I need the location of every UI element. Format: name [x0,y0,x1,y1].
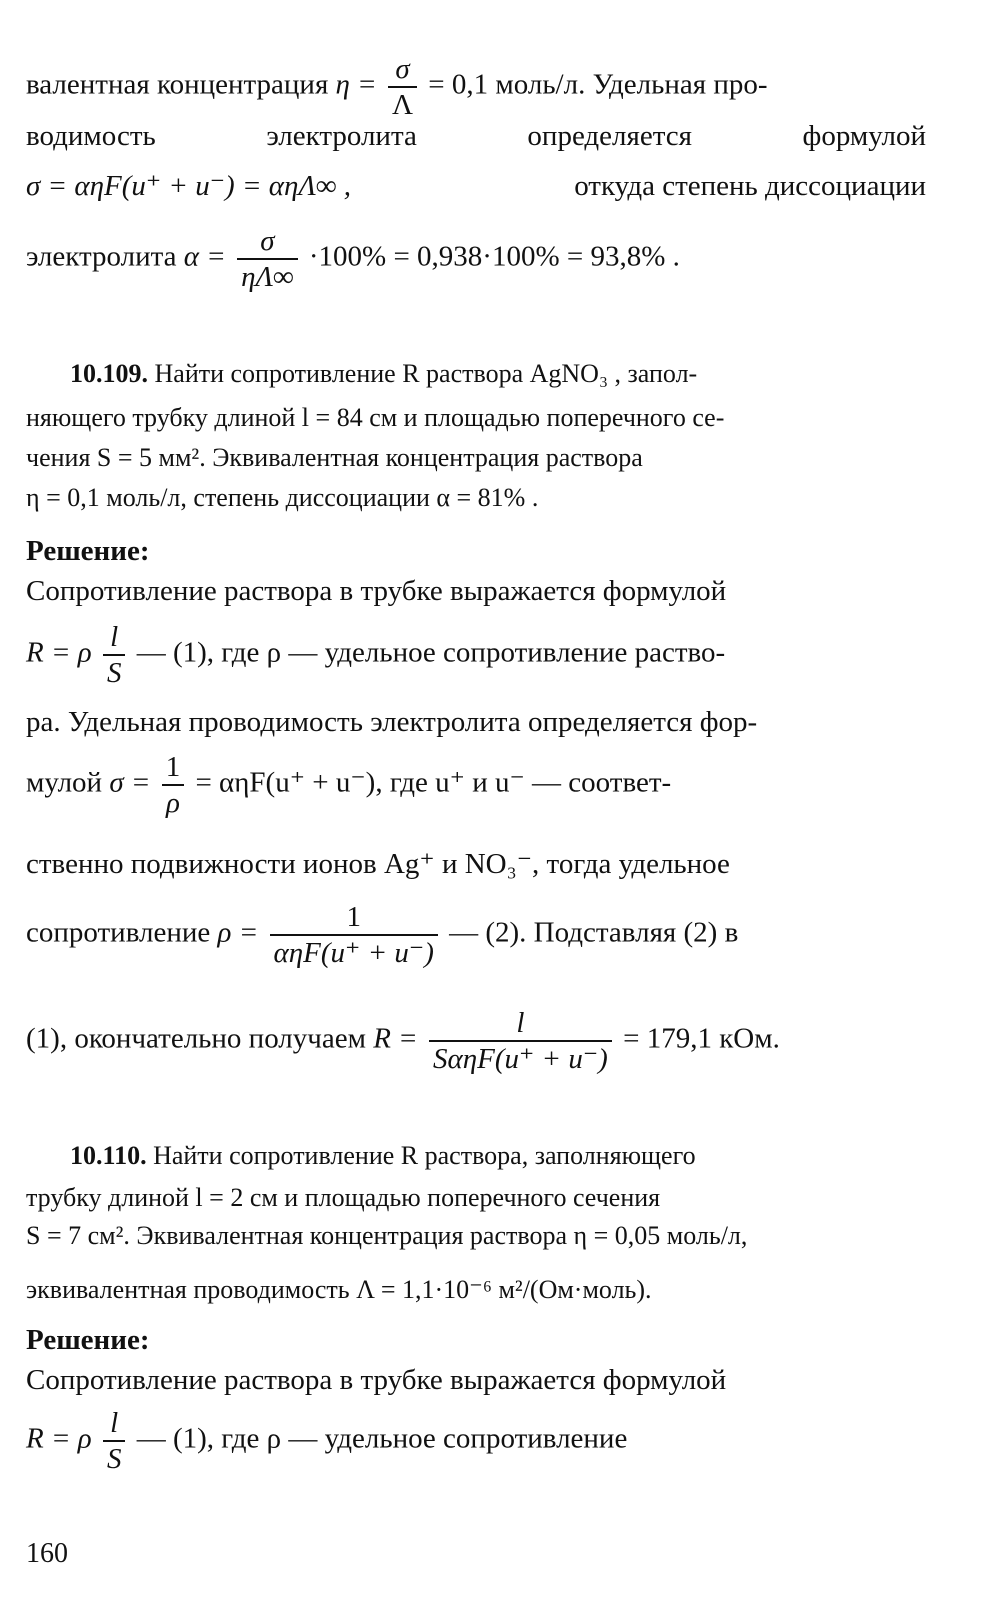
fraction-numerator: l [110,1407,119,1439]
formula-lhs: R = ρ [26,636,92,669]
text: ·100% = 0,938·100% = 93,8% . [308,240,680,273]
top-line-1 [26,54,926,120]
problem-109-line-3: чения S = 5 мм². Эквивалентная концентрация раствора [26,443,643,472]
formula-sigma: σ = αηF(u⁺ + u⁻) = αηΛ∞ , [26,170,352,202]
page-number: 160 [26,1538,68,1569]
text: Найти сопротивление R раствора AgNO₃ , запол- [154,359,698,388]
problem-110-line-2: трубку длиной l = 2 см и площадью поперечного сечения [26,1183,661,1212]
fraction-denominator: ρ [162,784,184,818]
text: сопротивление [26,916,211,949]
text: — (1), где ρ — удельное сопротивление [136,1422,628,1455]
fraction-numerator: 1 [165,751,181,783]
text: откуда степень диссоциации [574,170,926,202]
fraction-numerator: l [516,1007,525,1039]
text: валентная концентрация [26,68,329,101]
fraction-l-s [103,1408,126,1474]
problem-109-line-4: η = 0,1 моль/л, степень диссоциации α = 81% . [26,483,539,512]
problem-number: 10.109. [70,359,148,388]
solution-line-1: Сопротивление раствора в трубке выражается формулой [26,1364,727,1396]
fraction-numerator: l [110,621,119,653]
word: электролита [266,120,417,152]
word: определяется [527,120,692,152]
fraction-rho [270,902,438,968]
fraction-1-rho [162,752,185,818]
solution-header: Решение: [26,1324,150,1356]
fraction-sigma-lambda [388,54,417,120]
problem-110-line-3: S = 7 см². Эквивалентная концентрация раствора η = 0,05 моль/л, [26,1221,748,1250]
r-eq: R = [373,1022,418,1055]
solution-line-3: ра. Удельная проводимость электролита определяется фор- [26,706,758,738]
word: формулой [802,120,926,152]
top-line-4 [26,226,926,292]
text: мулой [26,766,103,799]
text: = 0,1 моль/л. Удельная про- [428,68,768,101]
fraction-sigma-eta-lambda [237,226,298,292]
solution-line-4 [26,752,926,818]
problem-109-line-1 [70,356,926,392]
solution-header: Решение: [26,535,150,567]
fraction-denominator: S [103,654,126,688]
eta-eq: η = [335,68,377,101]
solution-line-2 [26,1408,926,1474]
solution-line-7 [26,1008,926,1074]
solution-line-5: ственно подвижности ионов Ag⁺ и NO₃⁻, тогда удельное [26,848,730,880]
fraction-denominator: αηF(u⁺ + u⁻) [270,934,438,968]
text: электролита [26,240,177,273]
fraction-final [429,1008,612,1074]
text: — (1), где ρ — удельное сопротивление раство- [136,636,726,669]
text: Найти сопротивление R раствора, заполняющего [153,1141,696,1170]
fraction-denominator: S [103,1440,126,1474]
sigma-eq: σ = [109,766,151,799]
word: водимость [26,120,156,152]
problem-number: 10.110. [70,1141,147,1170]
fraction-numerator: σ [395,53,410,85]
formula-lhs: R = ρ [26,1422,92,1455]
solution-line-1: Сопротивление раствора в трубке выражается формулой [26,575,727,607]
solution-line-2 [26,622,926,688]
fraction-denominator: SαηF(u⁺ + u⁻) [429,1040,612,1074]
problem-109-line-2: няющего трубку длиной l = 84 см и площадью поперечного се- [26,403,725,432]
problem-110-line-4: эквивалентная проводимость Λ = 1,1·10⁻⁶ м²/(Ом·моль). [26,1275,652,1304]
text: = 179,1 кОм. [623,1022,780,1055]
top-line-3 [26,168,926,204]
solution-line-6 [26,902,926,968]
fraction-denominator: Λ [388,86,417,120]
fraction-l-s [103,622,126,688]
fraction-numerator: σ [260,225,275,257]
fraction-numerator: 1 [346,901,361,933]
rho-eq: ρ = [217,916,259,949]
fraction-denominator: ηΛ∞ [237,258,298,292]
alpha-eq: α = [183,240,226,273]
text: — (2). Подставляя (2) в [449,916,739,949]
text: = αηF(u⁺ + u⁻), где u⁺ и u⁻ — соответ- [195,766,672,799]
top-line-2 [26,118,926,154]
text: (1), окончательно получаем [26,1022,366,1055]
problem-110-line-1 [70,1138,926,1174]
